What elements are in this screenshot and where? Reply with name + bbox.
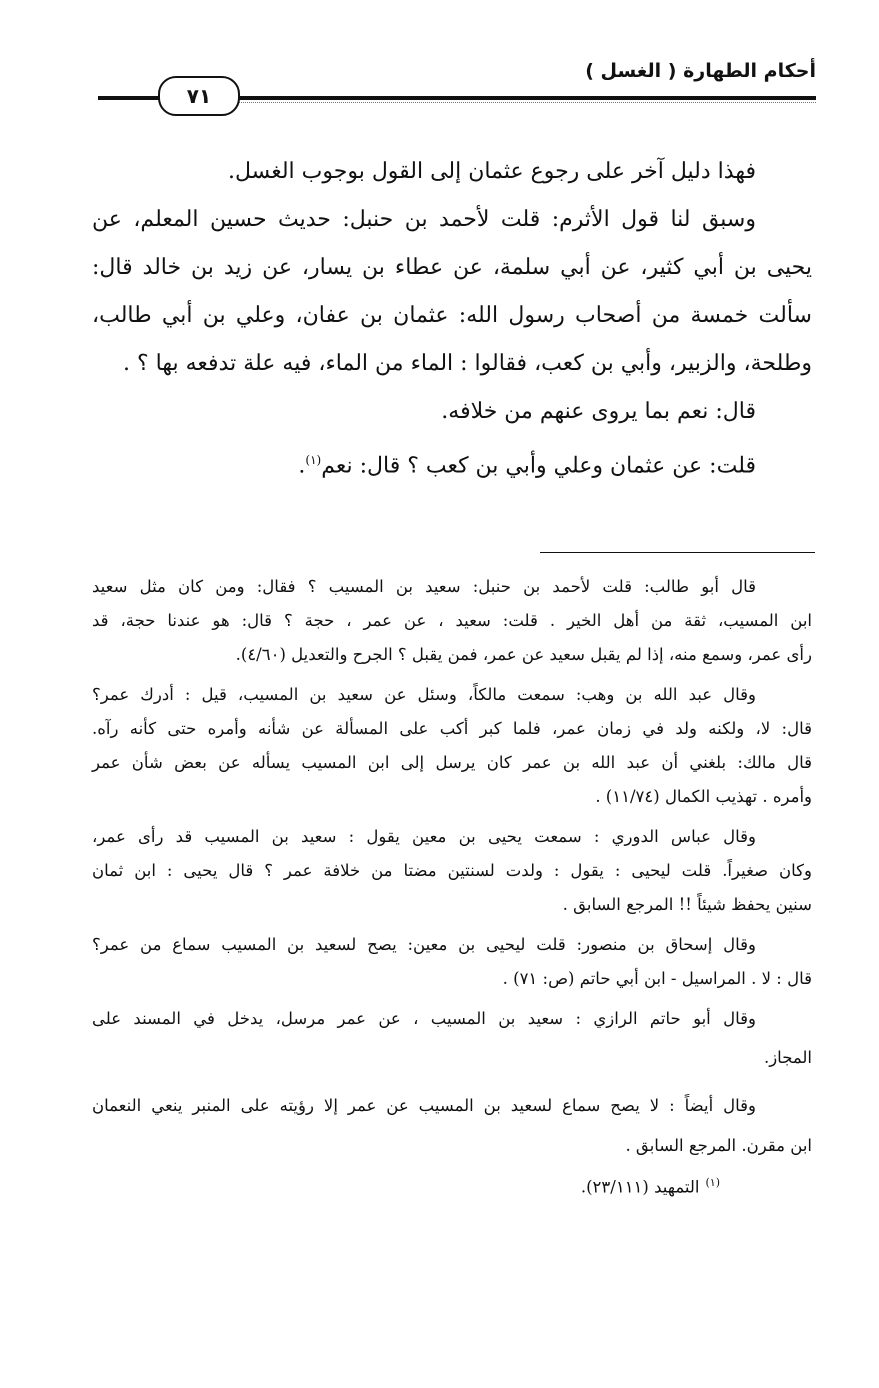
note-line: وقال أبو حاتم الرازي : سعيد بن المسيب ، عن عمر مرسل، يدخل في المسند على: [92, 1009, 756, 1028]
footnote-separator: [540, 552, 815, 553]
page-number-badge: ٧١: [158, 76, 240, 116]
main-line: سألت خمسة من أصحاب رسول الله: عثمان بن عفان، وعلي بن أبي طالب،: [92, 303, 812, 328]
note-line: ابن المسيب، ثقة من أهل الخير . قلت: سعيد ، عن عمر ، حجة ؟ قال: هو عندنا حجة، قد: [92, 611, 812, 630]
note-line: قال مالك: بلغني أن عبد الله بن عمر كان يرسل إلى ابن المسيب يسأله عن بعض شأن عمر: [92, 753, 812, 772]
footnote-1-text: التمهيد (٢٣/١١١).: [580, 1177, 700, 1197]
note-line: ابن مقرن. المرجع السابق .: [625, 1136, 812, 1155]
note-line: وأمره . تهذيب الكمال (١١/٧٤) .: [595, 787, 812, 806]
main-text: [92, 148, 812, 490]
main-line: فهذا دليل آخر على رجوع عثمان إلى القول بوجوب الغسل.: [227, 159, 756, 184]
note-line: وقال أيضاً : لا يصح سماع لسعيد بن المسيب عن عمر إلا رؤيته على المنبر ينعي النعمان: [92, 1096, 756, 1115]
note-line: رأى عمر، وسمع منه، إذا لم يقبل سعيد عن عمر، فمن يقبل ؟ الجرح والتعديل (٤/٦٠).: [235, 645, 812, 664]
running-header: [98, 58, 816, 118]
main-line: وسبق لنا قول الأثرم: قلت لأحمد بن حنبل: حديث حسين المعلم، عن: [92, 207, 756, 232]
note-line: وقال إسحاق بن منصور: قلت ليحيى بن معين: يصح لسعيد بن المسيب سماع من عمر؟: [92, 935, 756, 954]
main-line-text: قلت: عن عثمان وعلي وأبي بن كعب ؟ قال: نعم: [321, 453, 756, 479]
note-line: قال: لا، ولكنه ولد في زمان عمر، فلما كبر أكب على المسألة عن شأنه وأمره حتى كأنه رآه.: [92, 719, 812, 738]
header-rule-dotted: [238, 102, 816, 103]
end-punctuation: .: [298, 453, 306, 479]
note-line: المجاز.: [763, 1048, 812, 1067]
note-line: وقال عبد الله بن وهب: سمعت مالكاً، وسئل عن سعيد بن المسيب، قيل : أدرك عمر؟: [92, 685, 756, 704]
note-line: سنين يحفظ شيئاً !! المرجع السابق .: [562, 895, 812, 914]
main-line: يحيى بن أبي كثير، عن أبي سلمة، عن عطاء بن يسار، عن زيد بن خالد قال:: [92, 255, 812, 280]
footnote-reference[interactable]: (١): [305, 453, 322, 467]
note-line: قال : لا . المراسيل - ابن أبي حاتم (ص: ٧١) .: [502, 969, 812, 988]
footnotes: [92, 570, 812, 1205]
header-title: أحكام الطهارة ( الغسل ): [585, 60, 816, 82]
footnote-1-marker: (١): [705, 1176, 720, 1189]
main-line-last: [92, 436, 812, 490]
footnote-1: [92, 1166, 812, 1205]
note-line: وقال عباس الدوري : سمعت يحيى بن معين يقول : سعيد بن المسيب قد رأى عمر،: [92, 827, 756, 846]
note-line: وكان صغيراً. قلت ليحيى : يقول : ولدت لسنتين مضتا من خلافة عمر ؟ قال يحيى : ابن ثمان: [92, 861, 812, 880]
main-line: قال: نعم بما يروى عنهم من خلافه.: [441, 399, 756, 424]
note-line: قال أبو طالب: قلت لأحمد بن حنبل: سعيد بن المسيب ؟ فقال: ومن كان مثل سعيد: [92, 577, 756, 596]
main-line: وطلحة، والزبير، وأبي بن كعب، فقالوا : الماء من الماء، فيه علة تدفعه بها ؟ .: [123, 351, 812, 376]
